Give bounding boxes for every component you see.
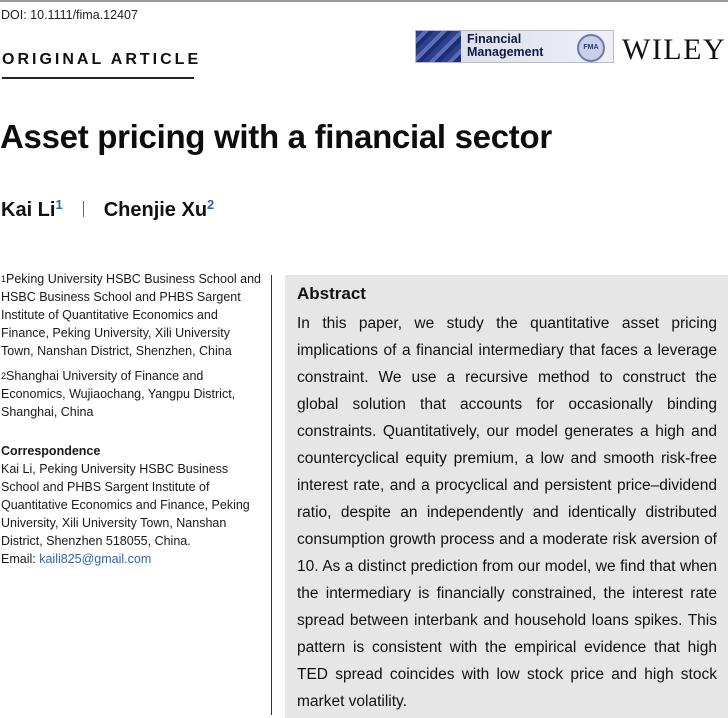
fma-seal-icon: FMA (577, 34, 605, 62)
doi-text[interactable]: DOI: 10.1111/fima.12407 (1, 8, 138, 22)
affiliation-1 (1, 270, 263, 360)
author-separator (83, 201, 84, 217)
correspondence-email-line (1, 550, 263, 568)
journal-logo[interactable] (415, 30, 614, 63)
journal-name-line1: Financial (467, 32, 522, 46)
journal-banner-text (467, 33, 543, 59)
journal-banner-graphic (416, 31, 461, 62)
author-name[interactable]: Kai Li (1, 199, 56, 221)
top-rule (0, 0, 728, 2)
affiliation-number: 2 (1, 371, 7, 381)
journal-name-line2: Management (467, 45, 544, 59)
affiliation-number: 1 (1, 274, 7, 284)
email-label: Email: (1, 552, 36, 566)
affiliation-2 (1, 367, 263, 421)
affiliation-text: Shanghai University of Finance and Economics, Wujiaochang, Yangpu District, Shanghai, China (1, 369, 236, 419)
author-list (1, 199, 214, 222)
email-link[interactable]: kaili825@gmail.com (39, 552, 152, 566)
article-type-underline (2, 77, 194, 79)
affiliation-mark[interactable]: 1 (55, 197, 63, 212)
author-name[interactable]: Chenjie Xu (103, 199, 208, 221)
correspondence-address: Kai Li, Peking University HSBC Business School and PHBS Sargent Institute of Quantitative Economics and Finance, Peking University, Xili University Town, Nanshan District, Shenzhen 518055, China. (1, 462, 250, 548)
affiliation-text: Peking University HSBC Business School and HSBC Business School and PHBS Sargent Institute of Quantitative Economics and Finance, Peking University, Xili University Town, Nanshan District, Shenzhen, China (1, 272, 261, 358)
affiliation-mark[interactable]: 2 (207, 197, 215, 212)
correspondence-block (1, 442, 263, 568)
publisher-logo[interactable]: WILEY (622, 33, 727, 66)
correspondence-heading: Correspondence (1, 444, 101, 458)
column-divider (271, 275, 272, 715)
abstract-panel (285, 275, 728, 718)
article-type-label: ORIGINAL ARTICLE (2, 51, 202, 68)
article-title: Asset pricing with a financial sector (0, 118, 552, 155)
abstract-body: In this paper, we study the quantitative asset pricing implications of a financial intermediary that faces a leverage constraint. We use a recursive method to construct the global solution that accounts for occasionally binding constraints. Quantitatively, our model generates a high and countercyclical equity premium, a low and smooth risk-free interest rate, and a procyclical and persistent price–dividend ratio, despite an independently and identically distributed consumption growth process and a moderate risk aversion of 10. As a distinct prediction from our model, we find that when the intermediary is financially constrained, the interest rate spread between interbank and household loans spikes. This pattern is consistent with the empirical evidence that high TED spread coincides with low stock price and high stock market volatility. (297, 315, 717, 710)
abstract-heading: Abstract (297, 284, 366, 303)
